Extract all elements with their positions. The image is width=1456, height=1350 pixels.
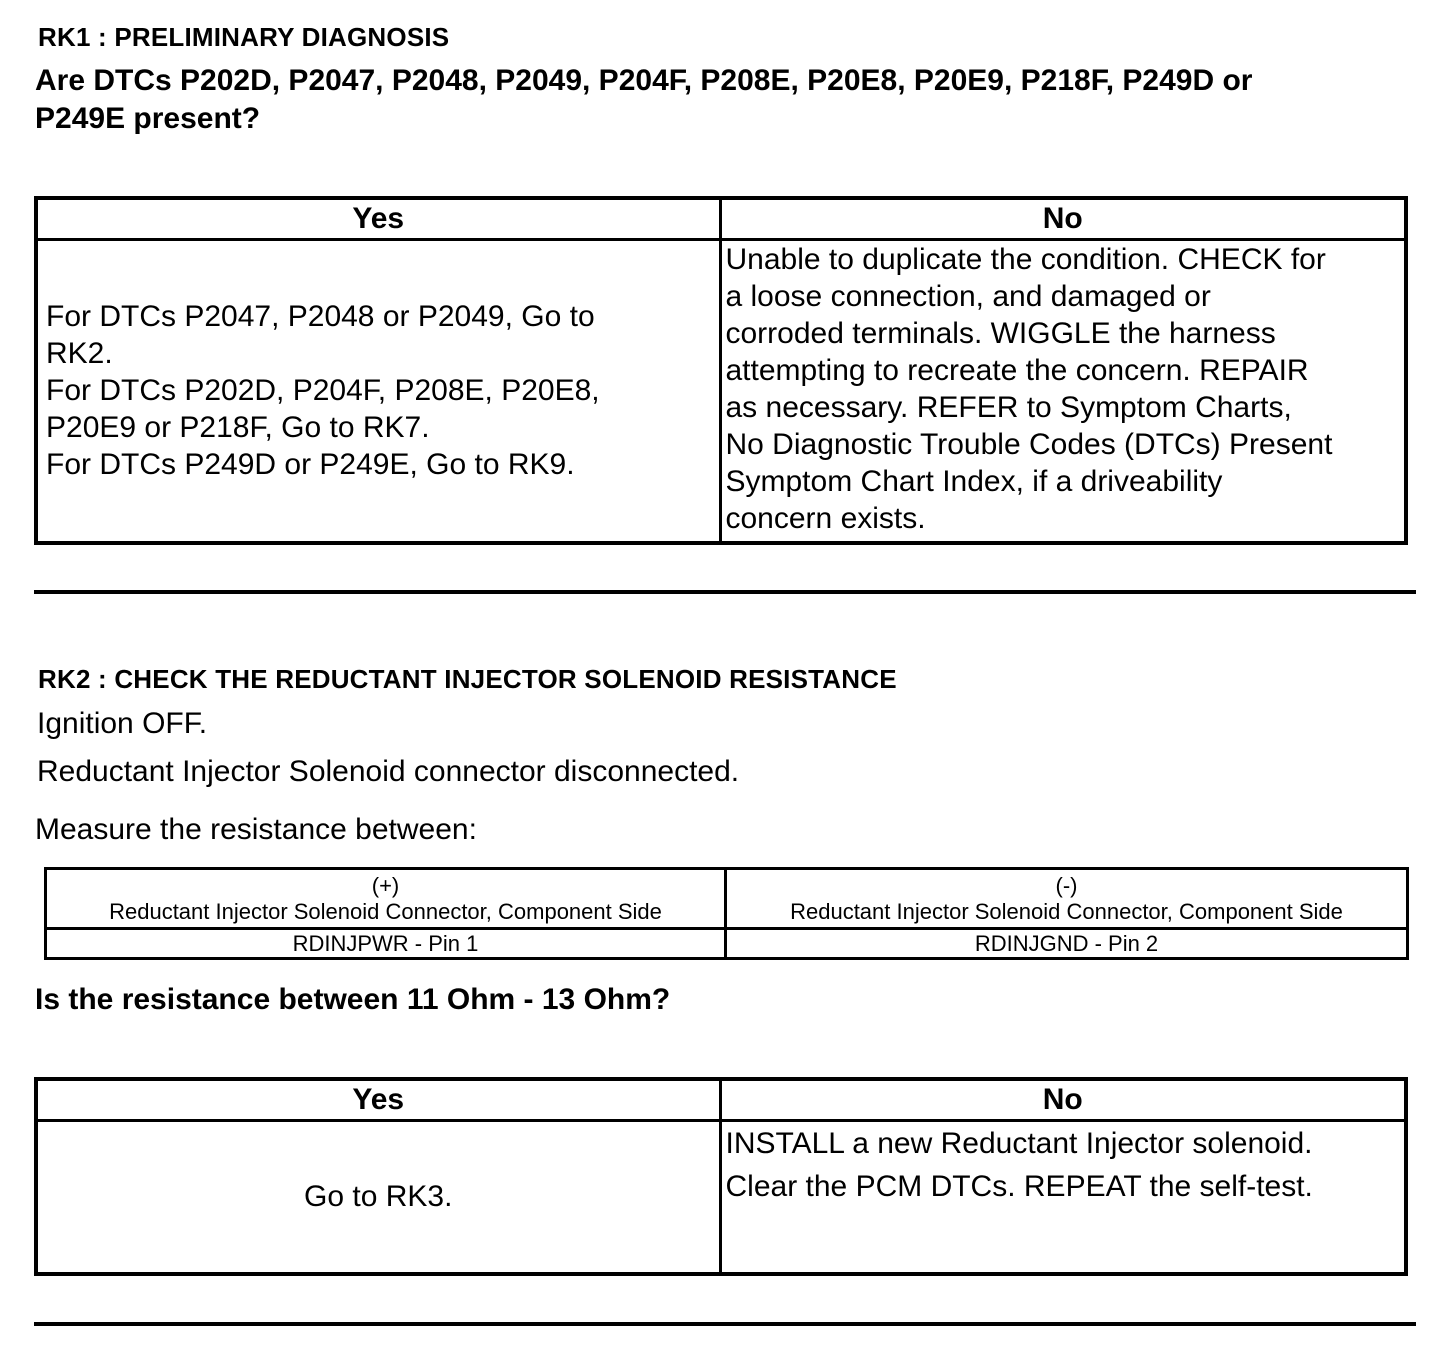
rk2-no-cell: [720, 1121, 1406, 1274]
rk1-yes-line: For DTCs P2047, P2048 or P2049, Go to: [46, 300, 595, 334]
rk1-result-table: [34, 196, 1408, 545]
rk1-yes-line: P20E9 or P218F, Go to RK7.: [46, 411, 430, 445]
rk1-question-line: Are DTCs P202D, P2047, P2048, P2049, P204F, P208E, P20E8, P20E9, P218F, P249D or: [35, 64, 1253, 97]
rk1-no-line: No Diagnostic Trouble Codes (DTCs) Present: [725, 428, 1333, 461]
rk2-yes-header: Yes: [36, 1079, 720, 1121]
rk2-instruction: Ignition OFF.: [37, 707, 208, 740]
rk2-result-table: [34, 1077, 1408, 1276]
rk2-no-line: Clear the PCM DTCs. REPEAT the self-test.: [725, 1170, 1313, 1203]
neg-symbol: (-): [1055, 872, 1078, 898]
rk1-question: [35, 62, 1435, 138]
rk1-no-line: Symptom Chart Index, if a driveability: [725, 465, 1223, 498]
pos-terminal-header: [46, 869, 726, 929]
neg-connector-label: Reductant Injector Solenoid Connector, Component Side: [790, 898, 1343, 924]
rk1-no-line: concern exists.: [725, 502, 926, 535]
rk1-yes-line: RK2.: [46, 337, 113, 371]
rk1-no-line: corroded terminals. WIGGLE the harness: [725, 317, 1276, 350]
rk1-no-line: a loose connection, and damaged or: [725, 280, 1211, 313]
section-divider: [34, 1322, 1416, 1326]
rk2-instruction: Reductant Injector Solenoid connector disconnected.: [37, 755, 740, 788]
rk2-no-line: INSTALL a new Reductant Injector solenoid.: [725, 1127, 1313, 1160]
pos-pin-value: RDINJPWR - Pin 1: [46, 929, 726, 959]
rk1-no-cell: [720, 240, 1406, 543]
rk2-yes-cell: Go to RK3.: [36, 1121, 720, 1274]
rk1-no-header: No: [720, 198, 1406, 240]
neg-pin-value: RDINJGND - Pin 2: [726, 929, 1408, 959]
section-divider: [34, 590, 1416, 594]
neg-terminal-header: [726, 869, 1408, 929]
pos-symbol: (+): [371, 872, 400, 898]
rk2-no-header: No: [720, 1079, 1406, 1121]
rk2-question: Is the resistance between 11 Ohm - 13 Ohm?: [35, 983, 671, 1016]
rk1-yes-line: For DTCs P202D, P204F, P208E, P20E8,: [46, 374, 600, 408]
rk1-title: RK1 : PRELIMINARY DIAGNOSIS: [38, 22, 450, 52]
rk1-yes-cell: [36, 240, 720, 543]
rk1-question-line: P249E present?: [35, 102, 261, 135]
rk1-yes-line: For DTCs P249D or P249E, Go to RK9.: [46, 448, 575, 482]
rk1-yes-header: Yes: [36, 198, 720, 240]
rk1-no-line: Unable to duplicate the condition. CHECK for: [725, 243, 1326, 276]
pos-connector-label: Reductant Injector Solenoid Connector, Component Side: [109, 898, 662, 924]
rk1-no-line: attempting to recreate the concern. REPAIR: [725, 354, 1309, 387]
rk2-measure-table: [44, 867, 1409, 960]
rk2-title: RK2 : CHECK THE REDUCTANT INJECTOR SOLENOID RESISTANCE: [38, 664, 897, 694]
rk2-measure-label: Measure the resistance between:: [35, 813, 477, 846]
rk1-no-line: as necessary. REFER to Symptom Charts,: [725, 391, 1292, 424]
